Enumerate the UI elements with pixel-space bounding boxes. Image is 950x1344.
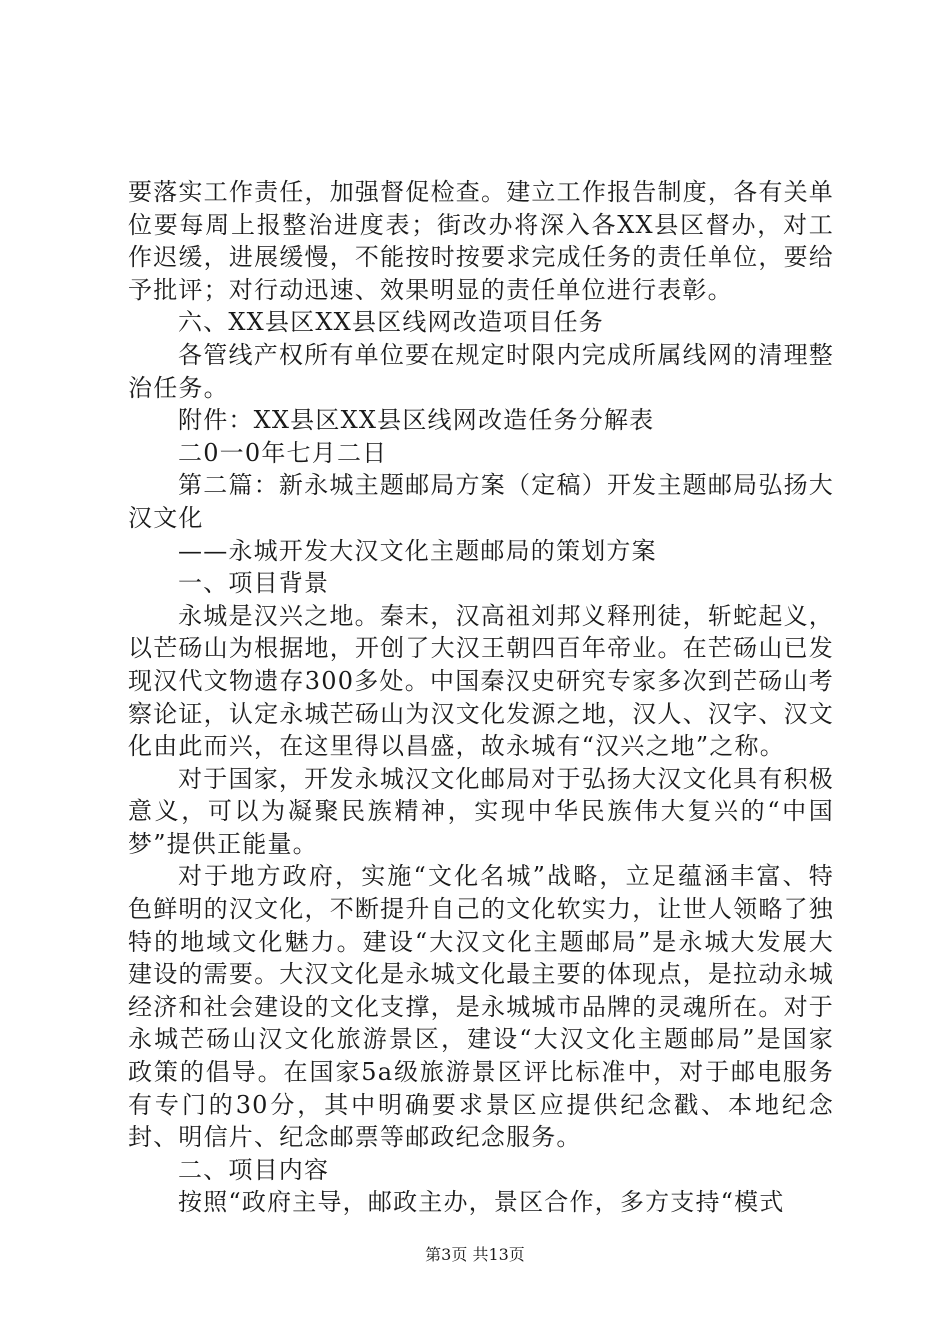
paragraph-3: 各管线产权所有单位要在规定时限内完成所属线网的清理整治任务。 <box>128 340 834 402</box>
section-heading-background: 一、项目背景 <box>178 569 330 598</box>
section-heading-content: 二、项目内容 <box>178 1155 330 1184</box>
paragraph-content-1: 按照“政府主导，邮政主办，景区合作，多方支持“模式 <box>178 1188 785 1217</box>
chapter-title: 第二篇：新永城主题邮局方案（定稿）开发主题邮局弘扬大汉文化 <box>128 471 834 532</box>
paragraph-1: 要落实工作责任，加强督促检查。建立工作报告制度，各有关单位要每周上报整治进度表；街改办将深入各XX县区督办，对工作迟缓，进展缓慢，不能按时按要求完成任务的责任单位，要给予批评；对行动迅速、效果明显的责任单位进行表彰。 <box>128 178 834 304</box>
attachment-line: 附件：XX县区XX县区线网改造任务分解表 <box>178 406 655 435</box>
paragraph-background-1: 永城是汉兴之地。秦末，汉高祖刘邦义释刑徒，斩蛇起义，以芒砀山为根据地，开创了大汉王朝四百年帝业。在芒砀山已发现汉代文物遗存300多处。中国秦汉史研究专家多次到芒砀山考察论证，认定永城芒砀山为汉文化发源之地，汉人、汉字、汉文化由此而兴，在这里得以昌盛，故永城有“汉兴之地”之称。 <box>128 601 834 761</box>
paragraph-background-3: 对于地方政府，实施“文化名城”战略，立足蕴涵丰富、特色鲜明的汉文化，不断提升自己的文化软实力，让世人领略了独特的地域文化魅力。建设“大汉文化主题邮局”是永城大发展大建设的需要。大汉文化是永城文化最主要的体现点，是拉动永城经济和社会建设的文化支撑，是永城城市品牌的灵魂所在。对于永城芒砀山汉文化旅游景区，建设“大汉文化主题邮局”是国家政策的倡导。在国家5a级旅游景区评比标准中，对于邮电服务有专门的30分，其中明确要求景区应提供纪念戳、本地纪念封、明信片、纪念邮票等邮政纪念服务。 <box>128 862 834 1152</box>
section-heading-6: 六、XX县区XX县区线网改造项目任务 <box>178 308 604 337</box>
date-line: 二0一0年七月二日 <box>178 438 388 467</box>
paragraph-background-2: 对于国家，开发永城汉文化邮局对于弘扬大汉文化具有积极意义，可以为凝聚民族精神，实现中华民族伟大复兴的“中国梦”提供正能量。 <box>128 764 834 858</box>
chapter-subtitle: ——永城开发大汉文化主题邮局的策划方案 <box>178 536 657 565</box>
page-footer: 第3页 共13页 <box>425 1245 525 1264</box>
document-body <box>128 176 834 1219</box>
